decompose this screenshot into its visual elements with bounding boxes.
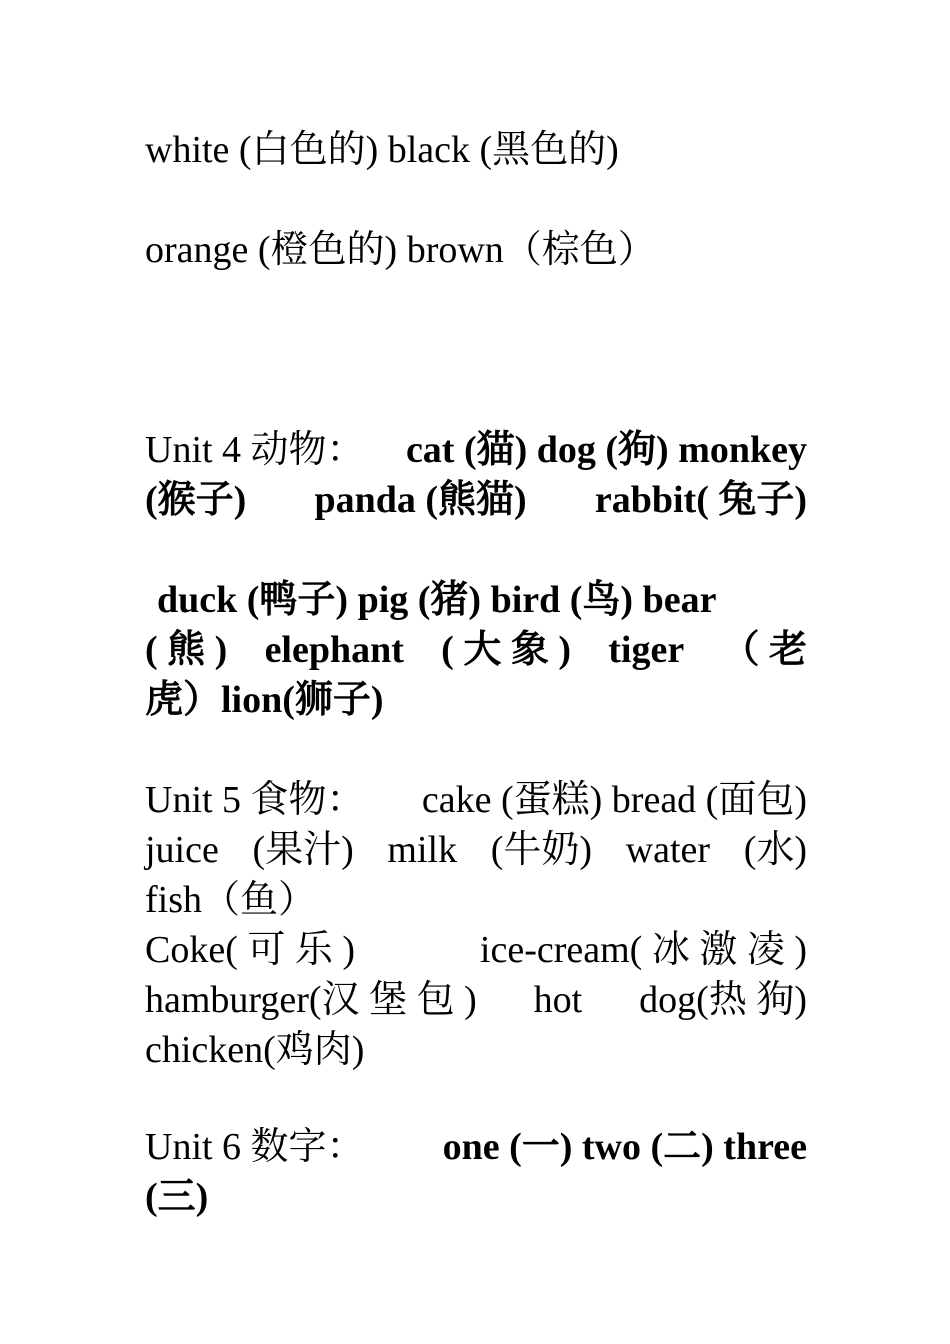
unit4-word: (猴子) <box>145 479 247 521</box>
unit4-line-2 <box>145 475 807 525</box>
unit4-words-1: cat (猫) dog (狗) monkey <box>405 429 807 471</box>
unit6-words-1: one (一) two (二) three <box>442 1126 807 1168</box>
unit5-word: hot <box>533 979 583 1021</box>
unit5-word: milk <box>387 829 458 871</box>
unit4-line-3: duck (鸭子) pig (猪) bird (鸟) bear <box>157 579 717 621</box>
unit5-line-1 <box>145 775 807 825</box>
unit4-line-4 <box>145 625 807 675</box>
unit6-heading: Unit 6 数字： <box>145 1126 365 1168</box>
unit4-word: panda (熊猫) <box>314 479 527 521</box>
unit5-word: (果汁) <box>252 829 354 871</box>
unit4-line-1 <box>145 425 807 475</box>
unit4-word: ( 熊 ) <box>145 629 228 671</box>
unit5-word: water <box>625 829 711 871</box>
unit6-line-1 <box>145 1122 807 1172</box>
unit4-heading: Unit 4 动物： <box>145 429 365 471</box>
unit5-line-2 <box>145 825 807 875</box>
unit4-word: rabbit( 兔子) <box>594 479 807 521</box>
unit5-word: hamburger(汉 堡 包 ) <box>145 979 477 1021</box>
unit5-word: (水) <box>743 829 807 871</box>
unit5-word: (牛奶) <box>490 829 593 871</box>
unit4-word: （ 老 <box>721 629 807 671</box>
unit6-line-2: (三) <box>145 1176 209 1218</box>
unit5-line-4 <box>145 925 807 975</box>
unit4-word: tiger <box>608 629 685 671</box>
unit4-line-5: 虎）lion(狮子) <box>145 679 384 721</box>
colors-line-1: white (白色的) black (黑色的) <box>145 129 619 171</box>
unit5-line-6: chicken(鸡肉) <box>145 1029 365 1071</box>
unit5-line-3: fish（鱼） <box>145 879 317 921</box>
unit5-words-1: cake (蛋糕) bread (面包) <box>421 779 807 821</box>
unit5-line-5 <box>145 975 807 1025</box>
unit5-word: Coke( 可 乐 ) <box>145 929 356 971</box>
unit5-word: ice-cream( 冰 激 凌 ) <box>479 929 807 971</box>
colors-line-2: orange (橙色的) brown（棕色） <box>145 229 656 271</box>
unit5-word: juice <box>145 829 219 871</box>
unit4-word: elephant <box>264 629 404 671</box>
unit4-word: ( 大 象 ) <box>441 629 571 671</box>
unit5-heading: Unit 5 食物： <box>145 779 365 821</box>
unit5-word: dog(热 狗) <box>639 979 807 1021</box>
